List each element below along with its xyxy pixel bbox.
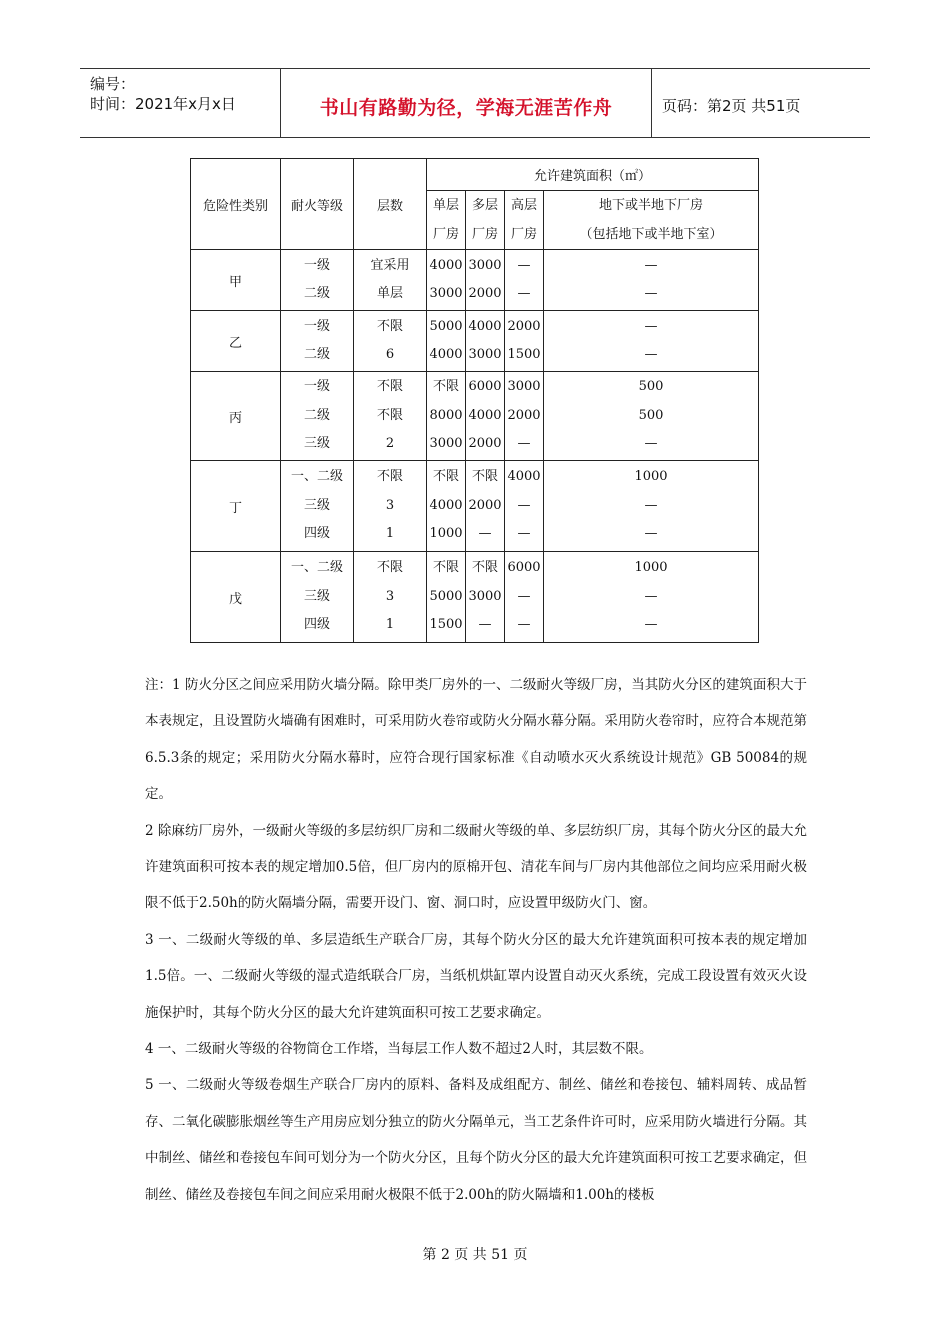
header-page-label: 页码：第2页 共51页	[662, 97, 801, 115]
cell-value: 4000	[468, 318, 502, 334]
cell-value: —	[517, 286, 531, 301]
header-category: 危险性类别	[191, 159, 281, 250]
cell-value: 不限	[376, 469, 403, 485]
cell-value: 二级	[303, 286, 330, 301]
cell-value: 5000	[429, 318, 463, 334]
cell-value: 5000	[429, 588, 463, 604]
rating-cell	[281, 311, 354, 372]
cell-value: 8000	[429, 407, 463, 423]
cell-value: 1	[385, 526, 395, 542]
single-cell	[427, 461, 466, 552]
high-cell	[505, 311, 544, 372]
cell-value: 不限	[432, 379, 459, 395]
cell-value: 一级	[303, 379, 330, 395]
table-row	[191, 250, 759, 311]
cell-value: 3000	[429, 286, 463, 301]
cell-value: 不限	[376, 560, 403, 576]
cell-value: —	[478, 526, 492, 542]
rating-cell	[281, 250, 354, 311]
cell-value: 一级	[303, 318, 330, 334]
under-cell	[544, 552, 759, 643]
floors-cell	[354, 311, 427, 372]
cell-value: 3000	[468, 257, 502, 273]
cell-value: 2000	[507, 318, 541, 334]
single-cell	[427, 311, 466, 372]
multi-cell	[466, 461, 505, 552]
table-row	[191, 552, 759, 643]
high-cell	[505, 461, 544, 552]
category-cell: 戊	[191, 552, 281, 643]
header-motto: 书山有路勤为径，学海无涯苦作舟	[319, 97, 613, 119]
category-cell: 乙	[191, 311, 281, 372]
header-text: （包括地下或半地下室）	[579, 227, 723, 242]
cell-value: —	[517, 617, 531, 633]
multi-cell	[466, 552, 505, 643]
cell-value: —	[644, 286, 658, 301]
doc-code-label: 编号：	[90, 75, 136, 93]
cell-value: 6	[385, 347, 395, 362]
multi-cell	[466, 311, 505, 372]
single-cell	[427, 552, 466, 643]
category-cell: 甲	[191, 250, 281, 311]
header-text: 厂房	[510, 227, 537, 242]
fire-compartment-table	[190, 158, 759, 643]
cell-value: 2000	[468, 436, 502, 452]
cell-value: 三级	[303, 436, 330, 452]
cell-value: 1000	[429, 526, 463, 542]
cell-value: 3000	[468, 347, 502, 362]
header-text: 多层	[471, 198, 498, 213]
cell-value: 不限	[376, 379, 403, 395]
header-multi-storey	[466, 191, 505, 250]
header-fire-rating: 耐火等级	[281, 159, 354, 250]
high-cell	[505, 552, 544, 643]
table-row	[191, 311, 759, 372]
multi-cell	[466, 250, 505, 311]
cell-value: 不限	[376, 407, 403, 423]
single-cell	[427, 372, 466, 461]
cell-value: 宜采用	[370, 257, 410, 273]
cell-value: 一、二级	[290, 469, 343, 485]
cell-value: 三级	[303, 497, 330, 513]
table-row	[191, 461, 759, 552]
cell-value: —	[644, 497, 658, 513]
cell-value: 6000	[468, 379, 502, 395]
cell-value: —	[644, 436, 658, 452]
header-text: 单层	[432, 198, 459, 213]
cell-value: —	[644, 526, 658, 542]
cell-value: 2000	[468, 497, 502, 513]
cell-value: 4000	[468, 407, 502, 423]
cell-value: 一、二级	[290, 560, 343, 576]
cell-value: 1	[385, 617, 395, 633]
header-text: 厂房	[432, 227, 459, 242]
category-cell: 丙	[191, 372, 281, 461]
cell-value: —	[517, 497, 531, 513]
cell-value: 四级	[303, 526, 330, 542]
cell-value: 3	[385, 588, 395, 604]
cell-value: —	[644, 617, 658, 633]
cell-value: —	[517, 436, 531, 452]
doc-time-label: 时间：2021年x月x日	[90, 95, 236, 113]
cell-value: 3000	[429, 436, 463, 452]
cell-value: —	[644, 257, 658, 273]
cell-value: —	[644, 318, 658, 334]
note-paragraph: 注：1 防火分区之间应采用防火墙分隔。除甲类厂房外的一、二级耐火等级厂房，当其防火分区的建筑面积大于本表规定，且设置防火墙确有困难时，可采用防火卷帘或防火分隔水幕分隔。采用防火卷帘时，应符合本规范第6.5.3条的规定；采用防火分隔水幕时，应符合现行国家标准《自动喷水灭火系统设计规范》GB 50084的规定。	[145, 677, 807, 803]
cell-value: 4000	[429, 257, 463, 273]
cell-value: 1000	[634, 560, 668, 576]
header-high-rise	[505, 191, 544, 250]
cell-value: 不限	[432, 469, 459, 485]
header-meta-cell	[80, 69, 281, 137]
floors-cell	[354, 372, 427, 461]
cell-value: —	[478, 617, 492, 633]
note-paragraph: 2 除麻纺厂房外，一级耐火等级的多层纺织厂房和二级耐火等级的单、多层纺织厂房，其每个防火分区的最大允许建筑面积可按本表的规定增加0.5倍，但厂房内的原棉开包、清花车间与厂房内其他部位之间均应采用耐火极限不低于2.50h的防火隔墙分隔，需要开设门、窗、洞口时，应设置甲级防火门、窗。	[145, 822, 807, 912]
cell-value: 不限	[376, 318, 403, 334]
rating-cell	[281, 552, 354, 643]
header-text: 高层	[510, 198, 537, 213]
cell-value: 2000	[468, 286, 502, 301]
cell-value: 单层	[376, 286, 403, 301]
under-cell	[544, 461, 759, 552]
cell-value: 2000	[507, 407, 541, 423]
high-cell	[505, 372, 544, 461]
header-single-storey	[427, 191, 466, 250]
cell-value: 3	[385, 497, 395, 513]
header-text: 地下或半地下厂房	[598, 198, 703, 213]
header-motto-cell	[281, 69, 652, 137]
cell-value: 3000	[468, 588, 502, 604]
header-text: 厂房	[471, 227, 498, 242]
cell-value: 1500	[429, 617, 463, 633]
table-row	[191, 372, 759, 461]
cell-value: 三级	[303, 588, 330, 604]
cell-value: 4000	[507, 469, 541, 485]
category-cell: 丁	[191, 461, 281, 552]
cell-value: —	[644, 347, 658, 362]
cell-value: —	[644, 588, 658, 604]
cell-value: 不限	[432, 560, 459, 576]
under-cell	[544, 311, 759, 372]
multi-cell	[466, 372, 505, 461]
cell-value: 二级	[303, 347, 330, 362]
cell-value: 3000	[507, 379, 541, 395]
under-cell	[544, 250, 759, 311]
cell-value: 一级	[303, 257, 330, 273]
note-paragraph: 4 一、二级耐火等级的谷物筒仓工作塔，当每层工作人数不超过2人时，其层数不限。	[145, 1041, 653, 1058]
cell-value: 不限	[471, 560, 498, 576]
cell-value: 1500	[507, 347, 541, 362]
cell-value: 四级	[303, 617, 330, 633]
cell-value: —	[517, 526, 531, 542]
floors-cell	[354, 461, 427, 552]
cell-value: 4000	[429, 347, 463, 362]
header-floors: 层数	[354, 159, 427, 250]
rating-cell	[281, 372, 354, 461]
note-paragraph: 5 一、二级耐火等级卷烟生产联合厂房内的原料、备料及成组配方、制丝、储丝和卷接包、辅料周转、成品暂存、二氧化碳膨胀烟丝等生产用房应划分独立的防火分隔单元，当工艺条件许可时，应采用防火墙进行分隔。其中制丝、储丝和卷接包车间可划分为一个防火分区，且每个防火分区的最大允许建筑面积可按工艺要求确定，但制丝、储丝及卷接包车间之间应采用耐火极限不低于2.00h的防火隔墙和1.00h的楼板	[145, 1077, 807, 1203]
cell-value: —	[517, 588, 531, 604]
document-header	[80, 68, 870, 138]
note-paragraph: 3 一、二级耐火等级的单、多层造纸生产联合厂房，其每个防火分区的最大允许建筑面积可按本表的规定增加1.5倍。一、二级耐火等级的湿式造纸联合厂房，当纸机烘缸罩内设置自动灭火系统，完成工段设置有效灭火设施保护时，其每个防火分区的最大允许建筑面积可按工艺要求确定。	[145, 931, 807, 1021]
page-footer: 第 2 页 共 51 页	[422, 1247, 528, 1263]
cell-value: 2	[385, 436, 395, 452]
cell-value: 500	[638, 407, 664, 423]
cell-value: 二级	[303, 407, 330, 423]
cell-value: 4000	[429, 497, 463, 513]
cell-value: 500	[638, 379, 664, 395]
rating-cell	[281, 461, 354, 552]
table-notes	[145, 667, 807, 1213]
cell-value: 不限	[471, 469, 498, 485]
floors-cell	[354, 250, 427, 311]
cell-value: 6000	[507, 560, 541, 576]
header-underground	[544, 191, 759, 250]
under-cell	[544, 372, 759, 461]
high-cell	[505, 250, 544, 311]
single-cell	[427, 250, 466, 311]
header-allowed-area: 允许建筑面积（㎡）	[427, 159, 759, 191]
floors-cell	[354, 552, 427, 643]
cell-value: 1000	[634, 469, 668, 485]
header-page-cell	[652, 69, 870, 137]
cell-value: —	[517, 257, 531, 273]
